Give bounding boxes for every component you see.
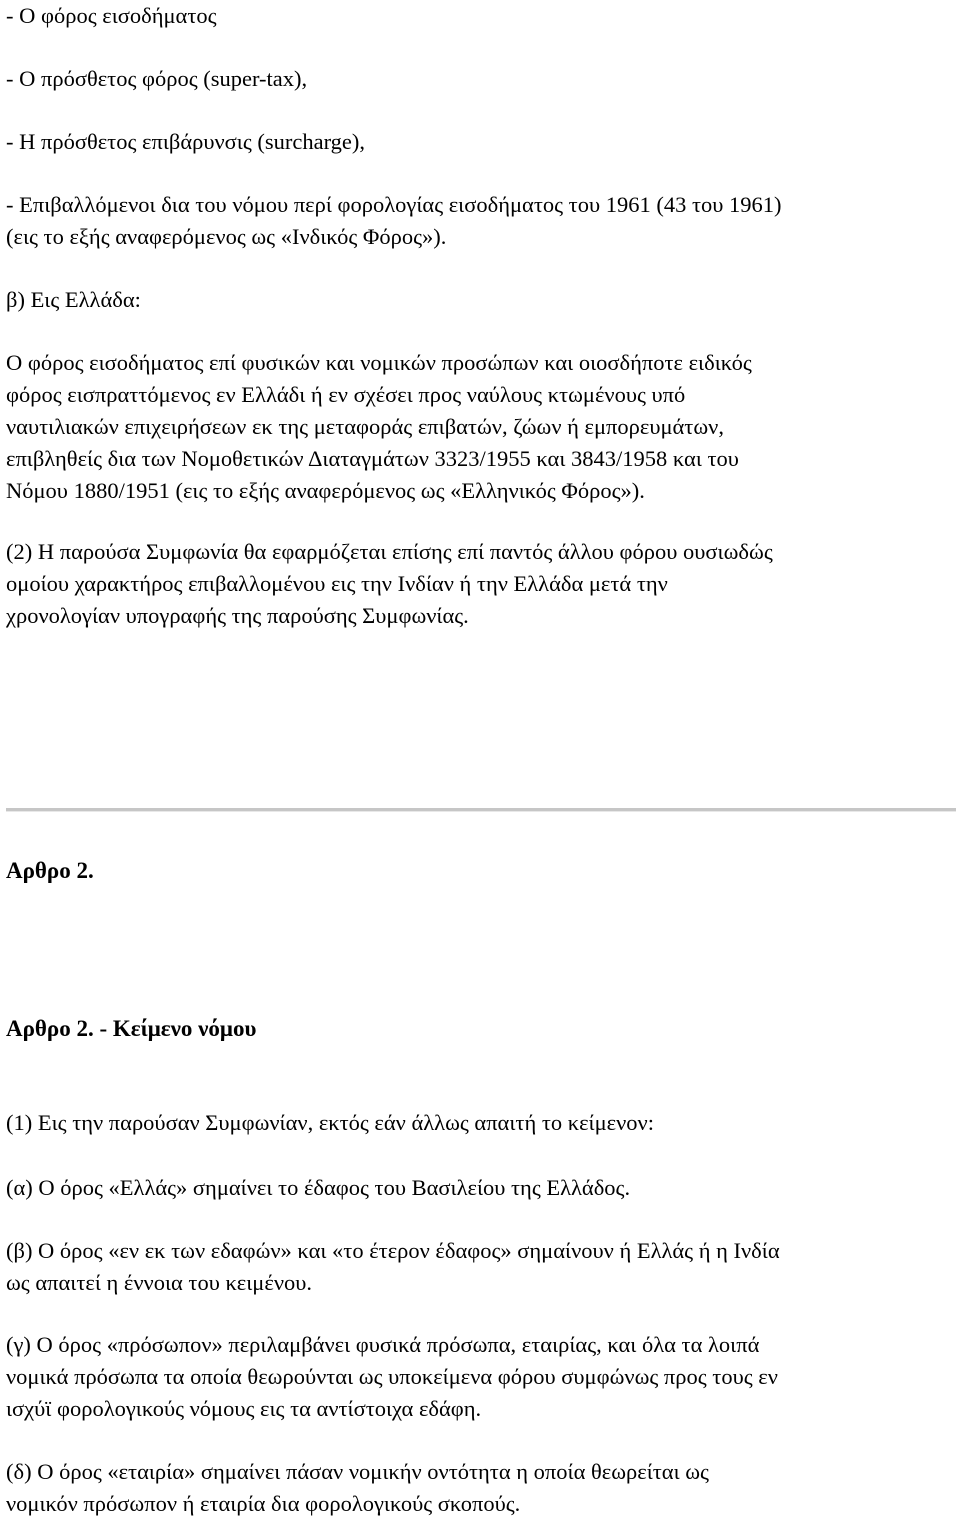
paragraph-2: (2) Η παρούσα Συμφωνία θα εφαρμόζεται επίσης επί παντός άλλου φόρου ουσιωδώς ομοίου χαρακτήρος επιβαλλομένου εις την Ινδίαν ή την Ελλάδα μετά την χρονολογίαν υπογραφής της παρούσης Συμφωνίας. bbox=[6, 539, 773, 628]
list-item-super-tax: - Ο πρόσθετος φόρος (super-tax), bbox=[6, 66, 308, 91]
list-item-surcharge: - Η πρόσθετος επιβάρυνσις (surcharge), bbox=[6, 129, 366, 154]
definition-c: (γ) Ο όρος «πρόσωπον» περιλαμβάνει φυσικά πρόσωπα, εταιρίας, και όλα τα λοιπά νομικά πρόσωπα τα οποία θεωρούνται ως υποκείμενα φόρου συμφώνως προς τους εν ισχύϊ φορολογικούς νόμους εις τα αντίστοιχα εδάφη. bbox=[6, 1332, 778, 1421]
definition-intro: (1) Εις την παρούσαν Συμφωνίαν, εκτός εάν άλλως απαιτή το κείμενον: bbox=[6, 1110, 654, 1135]
definition-d: (δ) Ο όρος «εταιρία» σημαίνει πάσαν νομικήν οντότητα η οποία θεωρείται ως νομικόν πρόσωπον ή εταιρία δια φορολογικούς σκοπούς. bbox=[6, 1459, 709, 1516]
greece-tax-paragraph: Ο φόρος εισοδήματος επί φυσικών και νομικών προσώπων και οιοσδήποτε ειδικός φόρος εισπραττόμενος εν Ελλάδι ή εν σχέσει προς ναύλους κτωμένους υπό ναυτιλιακών επιχειρήσεων εκ της μεταφοράς επιβατών, ζώων ή εμπορευμάτων, επιβληθείς δια των Νομοθετικών Διαταγμάτων 3323/1955 και 3843/1958 και του Νόμου 1880/1951 (εις το εξής αναφερόμενος ως «Ελληνικός Φόρος»). bbox=[6, 350, 752, 503]
article-subtitle: Αρθρο 2. - Κείμενο νόμου bbox=[6, 1016, 257, 1041]
list-item-income-tax: - Ο φόρος εισοδήματος bbox=[6, 3, 217, 28]
horizontal-divider bbox=[6, 808, 956, 812]
greece-heading: β) Εις Ελλάδα: bbox=[6, 287, 141, 312]
article-title: Αρθρο 2. bbox=[6, 858, 94, 883]
definition-b: (β) Ο όρος «εν εκ των εδαφών» και «το έτερον έδαφος» σημαίνουν ή Ελλάς ή η Ινδία ως απαιτεί η έννοια του κειμένου. bbox=[6, 1238, 780, 1295]
list-item-indian-tax: - Επιβαλλόμενοι δια του νόμου περί φορολογίας εισοδήματος του 1961 (43 του 1961) (εις το εξής αναφερόμενος ως «Ινδικός Φόρος»). bbox=[6, 192, 782, 249]
definition-a: (α) Ο όρος «Ελλάς» σημαίνει το έδαφος του Βασιλείου της Ελλάδος. bbox=[6, 1175, 631, 1200]
